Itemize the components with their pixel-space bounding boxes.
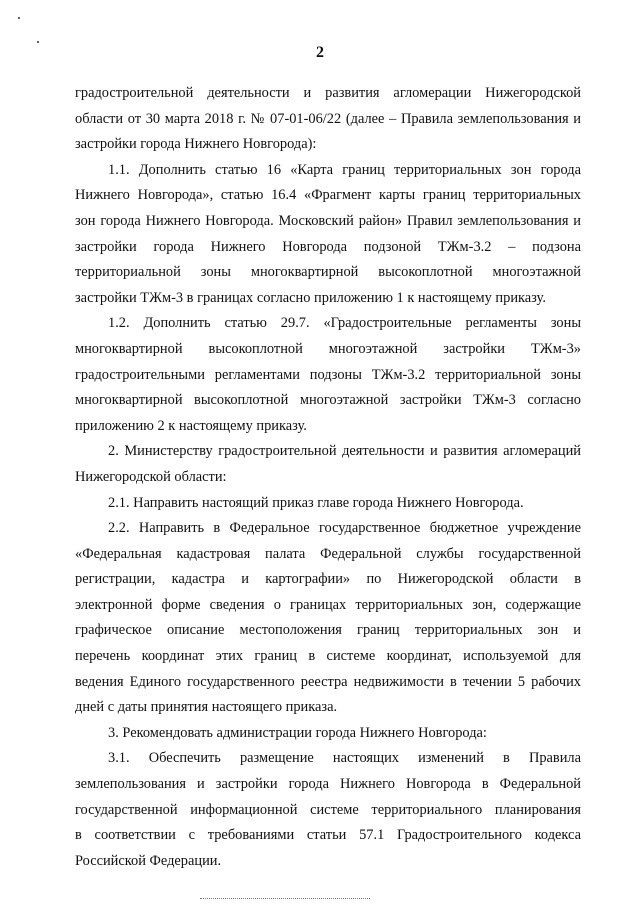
text-line: области от 30 марта 2018 г. № 07-01-06/22 (далее – Правила землепользования и: [75, 110, 581, 127]
text-line: приложению 2 к настоящему приказу.: [75, 417, 307, 434]
paragraph-2-2: [75, 516, 581, 721]
text-line: государственной информационной системе территориального планирования: [75, 801, 581, 818]
text-line: застройки города Нижнего Новгорода):: [75, 136, 317, 153]
paragraph-1-1: [75, 158, 581, 312]
text-line: 2.2. Направить в Федеральное государственное бюджетное учреждение: [108, 520, 581, 537]
text-line: графическое описание местоположения границ территориальных зон и: [75, 622, 581, 639]
scan-speck: [37, 41, 39, 43]
scan-speck: [18, 17, 20, 19]
scan-artifact-line: [200, 898, 370, 901]
text-line: землепользования и застройки города Нижнего Новгорода в Федеральной: [75, 776, 581, 793]
text-line: ведения Единого государственного реестра недвижимости в течении 5 рабочих: [75, 673, 581, 690]
text-line: Российской Федерации.: [75, 852, 222, 869]
paragraph-continuation: [75, 81, 581, 158]
paragraph-2: [75, 439, 581, 490]
text-line: зон города Нижнего Новгорода. Московский район» Правил землепользования и: [75, 212, 581, 229]
text-line: Нижегородской области:: [75, 468, 227, 485]
text-line: градостроительной деятельности и развития агломерации Нижегородской: [75, 85, 581, 101]
text-line: «Федеральная кадастровая палата Федеральной службы государственной: [75, 545, 581, 562]
paragraph-1-2: [75, 311, 581, 439]
text-line: 3. Рекомендовать администрации города Нижнего Новгорода:: [108, 724, 487, 741]
paragraph-2-1: [75, 491, 581, 517]
paragraph-3-1: [75, 746, 581, 874]
text-line: 1.2. Дополнить статью 29.7. «Градостроительные регламенты зоны: [108, 315, 581, 332]
text-line: градостроительными регламентами подзоны ТЖм-3.2 территориальной зоны: [75, 366, 581, 383]
text-line: электронной форме сведения о границах территориальных зон, содержащие: [75, 596, 581, 613]
text-line: застройки города Нижнего Новгорода подзоной ТЖм-3.2 – подзона: [75, 238, 581, 255]
paragraph-3: [75, 721, 581, 747]
text-line: перечень координат этих границ в системе координат, используемой для: [75, 648, 581, 665]
text-line: 3.1. Обеспечить размещение настоящих изменений в Правила: [108, 750, 581, 767]
text-line: 1.1. Дополнить статью 16 «Карта границ территориальных зон города: [108, 161, 581, 178]
text-line: застройки ТЖм-3 в границах согласно приложению 1 к настоящему приказу.: [75, 289, 546, 306]
text-line: 2.1. Направить настоящий приказ главе города Нижнего Новгорода.: [108, 494, 524, 511]
text-line: в соответствии с требованиями статьи 57.1 Градостроительного кодекса: [75, 827, 581, 844]
text-line: многоквартирной высокоплотной многоэтажной застройки ТЖм-3 согласно: [75, 392, 581, 409]
text-line: Нижнего Новгорода», статью 16.4 «Фрагмент карты границ территориальных: [75, 187, 581, 204]
text-line: 2. Министерству градостроительной деятельности и развития агломераций: [108, 443, 581, 460]
document-body: [75, 81, 581, 874]
text-line: дней с даты принятия настоящего приказа.: [75, 699, 338, 716]
text-line: территориальной зоны многоквартирной высокоплотной многоэтажной: [75, 264, 581, 281]
text-line: многоквартирной высокоплотной многоэтажной застройки ТЖм-3»: [75, 340, 581, 357]
text-line: регистрации, кадастра и картографии» по Нижегородской области в: [75, 571, 581, 588]
page-number: 2: [316, 44, 324, 61]
